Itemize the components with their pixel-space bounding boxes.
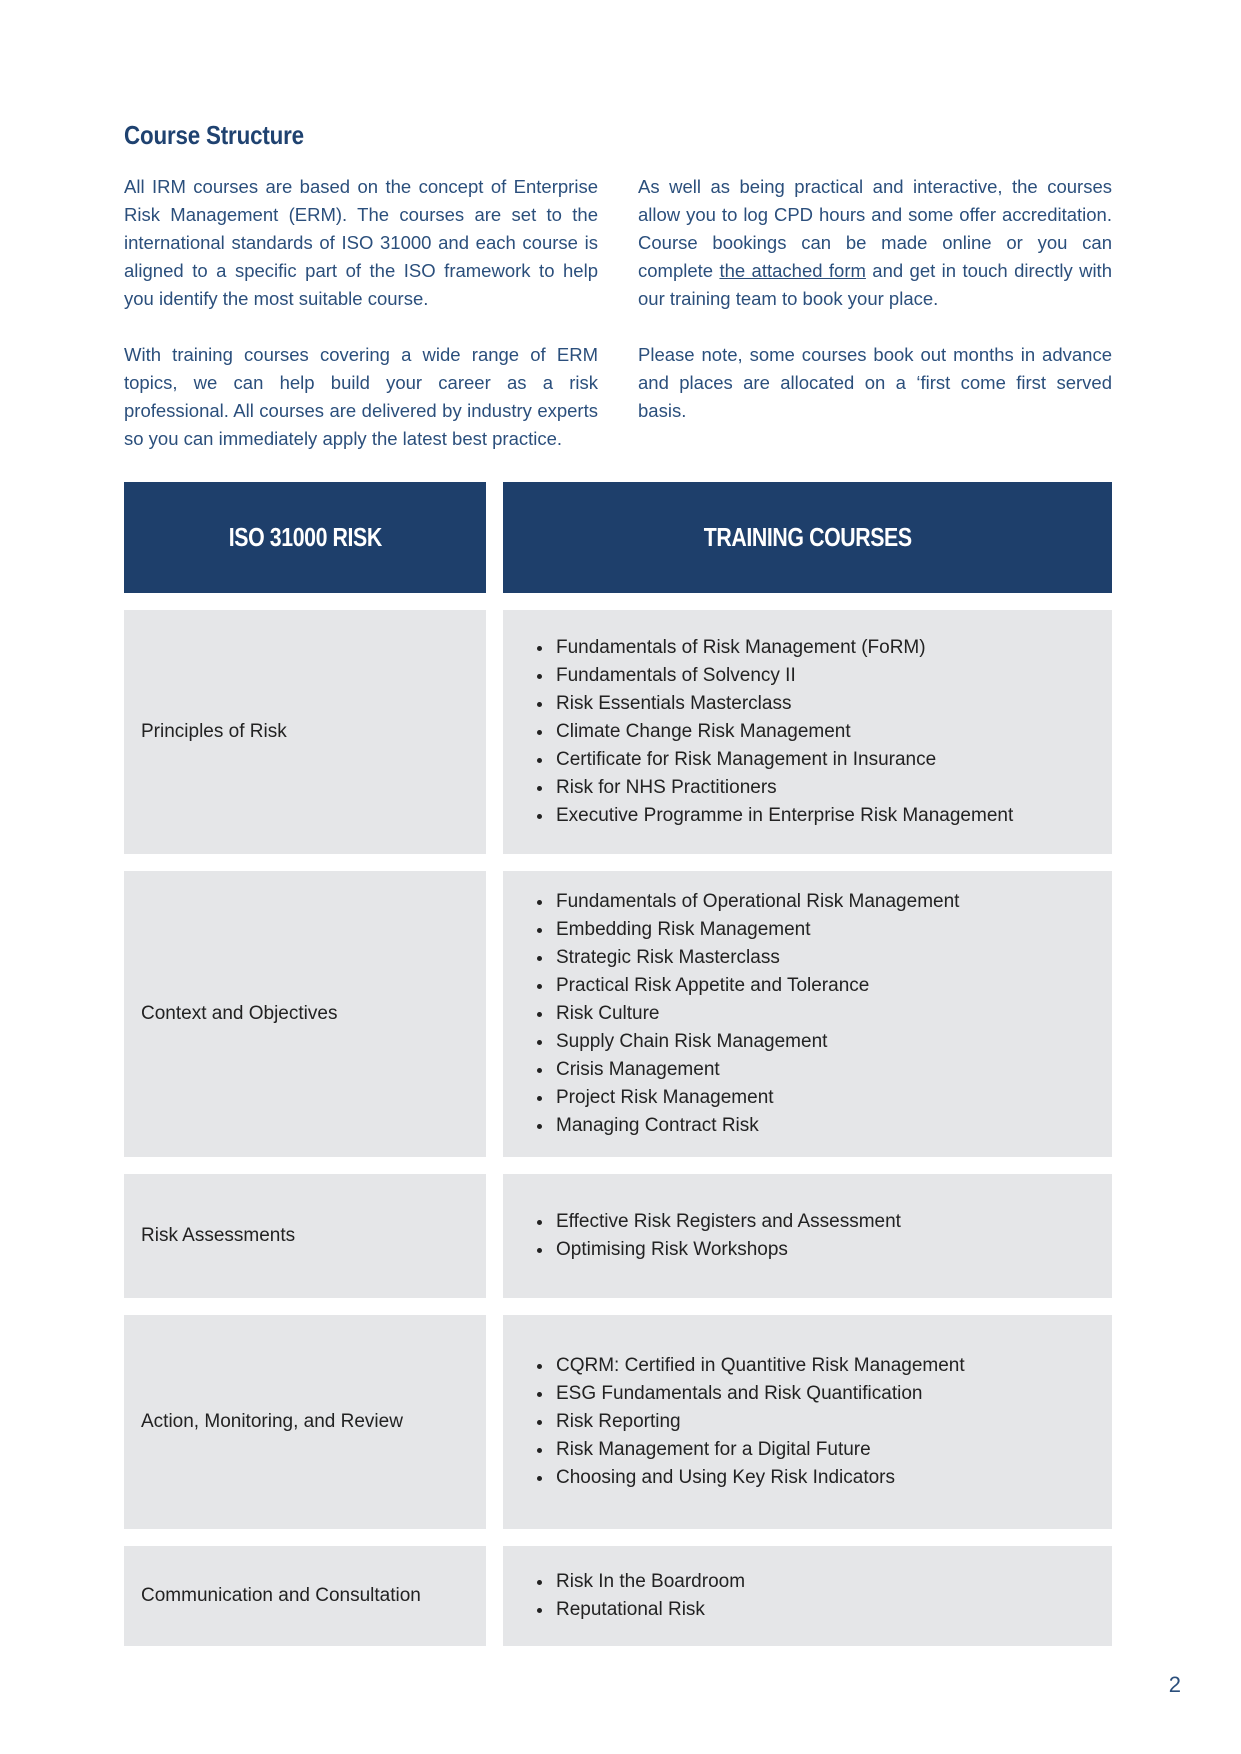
- list-item: ESG Fundamentals and Risk Quantification: [556, 1380, 965, 1408]
- list-item: Supply Chain Risk Management: [556, 1028, 959, 1056]
- table-header-row: [124, 482, 1112, 593]
- courses-cell: [503, 1174, 1112, 1298]
- list-item: Practical Risk Appetite and Tolerance: [556, 972, 959, 1000]
- list-item: Risk Management for a Digital Future: [556, 1436, 965, 1464]
- intro-paragraph: [638, 173, 1112, 313]
- list-item: Fundamentals of Operational Risk Management: [556, 888, 959, 916]
- table-row: [124, 871, 1112, 1157]
- list-item: Certificate for Risk Management in Insurance: [556, 746, 1013, 774]
- list-item: Reputational Risk: [556, 1596, 745, 1624]
- list-item: Effective Risk Registers and Assessment: [556, 1208, 901, 1236]
- table-row: [124, 1174, 1112, 1298]
- list-item: Fundamentals of Risk Management (FoRM): [556, 634, 1013, 662]
- list-item: Risk Culture: [556, 1000, 959, 1028]
- list-item: Embedding Risk Management: [556, 916, 959, 944]
- table-row: [124, 1546, 1112, 1646]
- intro-paragraph: Please note, some courses book out months in advance and places are allocated on a ‘first come first served basis.: [638, 344, 1112, 421]
- header-cell-iso: [124, 482, 486, 593]
- header-label: TRAINING COURSES: [703, 522, 912, 552]
- topic-cell: [124, 1174, 486, 1298]
- list-item: CQRM: Certified in Quantitive Risk Management: [556, 1352, 965, 1380]
- topic-label: Context and Objectives: [141, 1003, 338, 1024]
- topic-label: Action, Monitoring, and Review: [141, 1411, 403, 1432]
- header-cell-courses: [503, 482, 1112, 593]
- courses-cell: [503, 1315, 1112, 1529]
- list-item: Project Risk Management: [556, 1084, 959, 1112]
- page-title: Course Structure: [124, 120, 304, 150]
- list-item: Risk for NHS Practitioners: [556, 774, 1013, 802]
- course-list: [503, 634, 1013, 830]
- intro-paragraph: All IRM courses are based on the concept of Enterprise Risk Management (ERM). The courses are set to the international standards of ISO 31000 and each course is aligned to a specific part of the ISO framework to help you identify the most suitable course.: [124, 176, 598, 309]
- courses-cell: [503, 610, 1112, 854]
- topic-cell: [124, 1546, 486, 1646]
- list-item: Optimising Risk Workshops: [556, 1236, 901, 1264]
- course-list: [503, 1208, 901, 1264]
- list-item: Crisis Management: [556, 1056, 959, 1084]
- intro-text: and get in touch directly with our training team to book your place.: [638, 260, 1112, 309]
- courses-cell: [503, 871, 1112, 1157]
- topic-cell: [124, 610, 486, 854]
- list-item: Strategic Risk Masterclass: [556, 944, 959, 972]
- list-item: Risk In the Boardroom: [556, 1568, 745, 1596]
- table-row: [124, 1315, 1112, 1529]
- topic-label: Risk Assessments: [141, 1225, 296, 1246]
- topic-label: Communication and Consultation: [141, 1585, 421, 1606]
- list-item: Choosing and Using Key Risk Indicators: [556, 1464, 965, 1492]
- course-table: [124, 482, 1112, 1663]
- list-item: Fundamentals of Solvency II: [556, 662, 1013, 690]
- list-item: Risk Essentials Masterclass: [556, 690, 1013, 718]
- page-number: 2: [1168, 1672, 1181, 1697]
- list-item: Managing Contract Risk: [556, 1112, 959, 1140]
- course-list: [503, 1568, 745, 1624]
- intro-left-column: [124, 173, 598, 481]
- intro-text: As well as being practical and interactive, the courses allow you to log CPD hours and some offer accreditation. Course bookings can be made online or you can complete: [638, 176, 1112, 281]
- list-item: Risk Reporting: [556, 1408, 965, 1436]
- topic-cell: [124, 871, 486, 1157]
- list-item: Executive Programme in Enterprise Risk Management: [556, 802, 1013, 830]
- table-row: [124, 610, 1112, 854]
- topic-cell: [124, 1315, 486, 1529]
- intro-right-column: [638, 173, 1112, 453]
- intro-paragraph: With training courses covering a wide range of ERM topics, we can help build your career as a risk professional. All courses are delivered by industry experts so you can immediately apply the latest best practice.: [124, 344, 598, 449]
- header-label: ISO 31000 RISK: [228, 522, 382, 552]
- course-list: [503, 1352, 965, 1492]
- topic-label: Principles of Risk: [141, 721, 287, 742]
- courses-cell: [503, 1546, 1112, 1646]
- list-item: Climate Change Risk Management: [556, 718, 1013, 746]
- course-list: [503, 888, 959, 1140]
- attached-form-link[interactable]: the attached form: [719, 260, 866, 281]
